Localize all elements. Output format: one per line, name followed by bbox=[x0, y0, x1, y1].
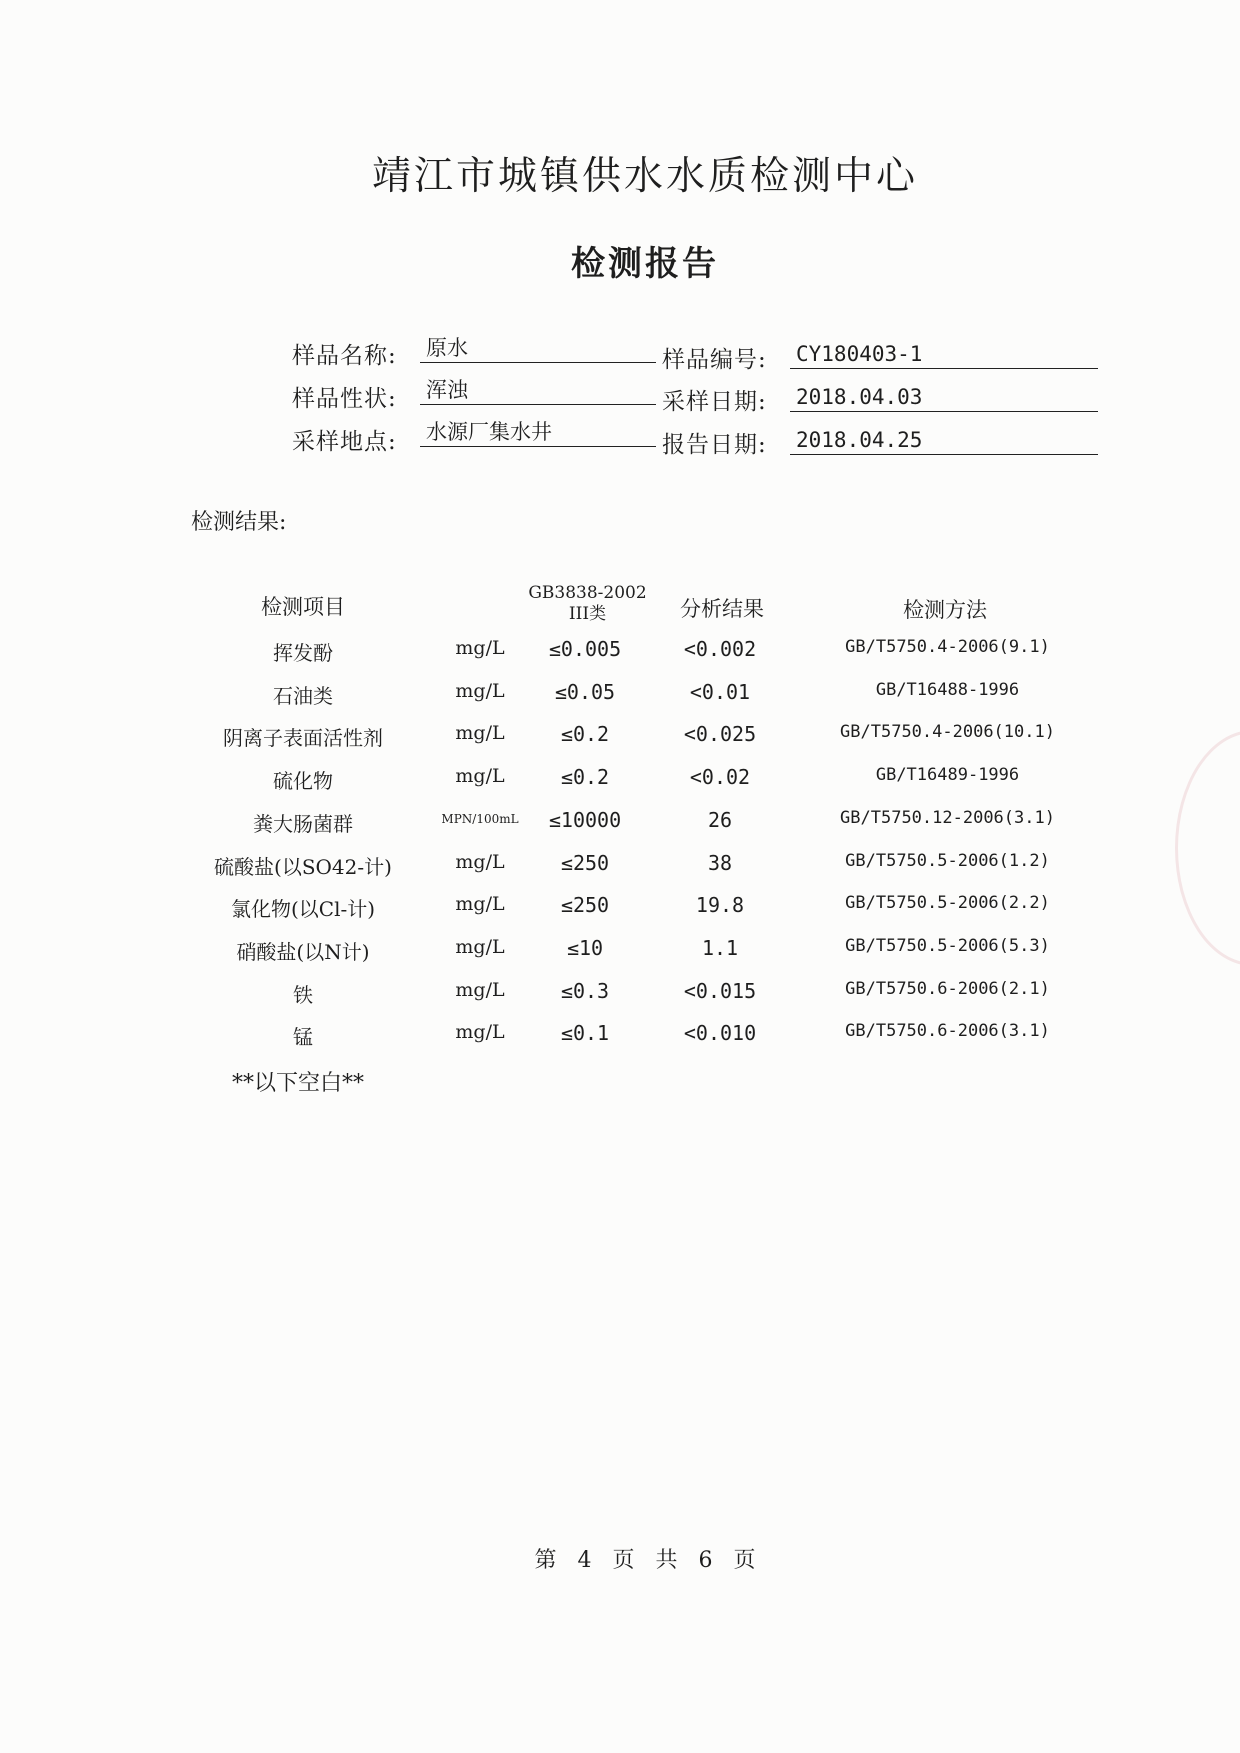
row-item: 阴离子表面活性剂 bbox=[223, 726, 383, 751]
row-limit: ≤10000 bbox=[548, 807, 622, 832]
row-unit: mg/L bbox=[455, 850, 505, 873]
row-limit: ≤0.05 bbox=[554, 679, 616, 704]
sample-id-label: 样品编号: bbox=[662, 347, 767, 373]
row-item: 粪大肠菌群 bbox=[253, 811, 353, 836]
row-item: 石油类 bbox=[273, 683, 333, 708]
row-limit: ≤10 bbox=[566, 935, 604, 960]
report-date-label: 报告日期: bbox=[662, 432, 767, 458]
seal-stamp bbox=[1175, 730, 1240, 966]
row-item: 硝酸盐(以N计) bbox=[236, 939, 370, 964]
row-method: GB/T5750.6-2006(2.1) bbox=[845, 978, 1050, 999]
row-unit: mg/L bbox=[455, 1021, 505, 1044]
row-item: 锰 bbox=[293, 1025, 313, 1050]
row-unit: mg/L bbox=[455, 765, 505, 788]
page-number: 第 4 页 共 6 页 bbox=[534, 1548, 756, 1573]
row-limit: ≤0.005 bbox=[548, 637, 622, 661]
row-result: <0.002 bbox=[683, 637, 757, 661]
row-method: GB/T5750.5-2006(1.2) bbox=[845, 850, 1050, 871]
header-item: 检测项目 bbox=[261, 595, 345, 619]
sample-name-value: 原水 bbox=[420, 333, 656, 363]
row-unit: mg/L bbox=[455, 893, 505, 916]
sampling-location-value: 水源厂集水井 bbox=[420, 417, 656, 447]
row-unit: mg/L bbox=[455, 722, 505, 745]
report-title: 检测报告 bbox=[571, 244, 719, 284]
header-result: 分析结果 bbox=[680, 597, 764, 621]
header-standard-line1: GB3838-2002 bbox=[528, 583, 647, 603]
sample-name-label: 样品名称: bbox=[292, 343, 397, 369]
results-section-label: 检测结果: bbox=[191, 510, 287, 535]
row-result: <0.025 bbox=[683, 722, 757, 747]
end-marker: **以下空白** bbox=[232, 1071, 365, 1096]
row-limit: ≤250 bbox=[560, 893, 610, 918]
row-unit: mg/L bbox=[455, 935, 505, 958]
row-item: 硫酸盐(以SO42-计) bbox=[214, 854, 392, 879]
report-date-value: 2018.04.25 bbox=[790, 425, 1098, 455]
row-method: GB/T16489-1996 bbox=[875, 765, 1020, 786]
row-item: 挥发酚 bbox=[273, 641, 333, 665]
sample-state-value: 浑浊 bbox=[420, 375, 656, 405]
row-limit: ≤0.3 bbox=[560, 978, 610, 1003]
row-result: <0.015 bbox=[683, 978, 757, 1003]
row-item: 氯化物(以Cl-计) bbox=[230, 897, 376, 922]
row-limit: ≤250 bbox=[560, 850, 610, 875]
header-method: 检测方法 bbox=[903, 598, 987, 622]
row-limit: ≤0.2 bbox=[560, 765, 610, 790]
row-item: 铁 bbox=[293, 982, 313, 1007]
row-unit: mg/L bbox=[455, 637, 505, 659]
row-result: 26 bbox=[707, 807, 733, 832]
row-result: 1.1 bbox=[701, 935, 739, 960]
row-item: 硫化物 bbox=[273, 769, 333, 794]
header-standard-line2: III类 bbox=[568, 604, 607, 624]
row-method: GB/T5750.4-2006(10.1) bbox=[840, 722, 1055, 743]
organization-title: 靖江市城镇供水水质检测中心 bbox=[371, 154, 918, 199]
row-method: GB/T5750.6-2006(3.1) bbox=[845, 1021, 1050, 1042]
row-result: <0.01 bbox=[689, 679, 751, 704]
sample-id-value: CY180403-1 bbox=[790, 339, 1098, 369]
row-result: 38 bbox=[707, 850, 733, 875]
row-method: GB/T16488-1996 bbox=[875, 679, 1020, 700]
row-result: 19.8 bbox=[695, 893, 745, 918]
row-method: GB/T5750.12-2006(3.1) bbox=[840, 807, 1055, 828]
row-result: <0.02 bbox=[689, 765, 751, 790]
row-unit: mg/L bbox=[455, 978, 505, 1001]
row-unit: mg/L bbox=[455, 679, 505, 702]
row-method: GB/T5750.5-2006(5.3) bbox=[845, 935, 1050, 956]
sample-state-label: 样品性状: bbox=[292, 386, 397, 412]
row-method: GB/T5750.5-2006(2.2) bbox=[845, 893, 1050, 914]
row-unit: MPN/100mL bbox=[441, 811, 519, 826]
row-result: <0.010 bbox=[683, 1021, 757, 1046]
sampling-date-label: 采样日期: bbox=[662, 389, 767, 415]
row-method: GB/T5750.4-2006(9.1) bbox=[845, 637, 1050, 657]
row-limit: ≤0.1 bbox=[560, 1021, 610, 1046]
sampling-location-label: 采样地点: bbox=[292, 429, 397, 455]
row-limit: ≤0.2 bbox=[560, 722, 610, 747]
sampling-date-value: 2018.04.03 bbox=[790, 382, 1098, 412]
